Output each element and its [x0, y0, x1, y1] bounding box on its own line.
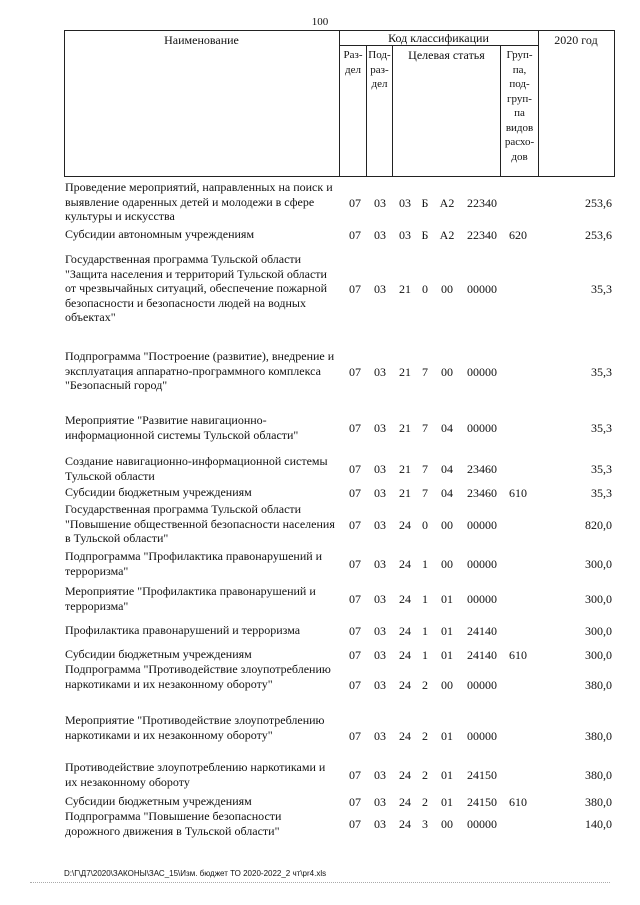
- row-sum: 300,0: [585, 648, 612, 662]
- row-prog: 24: [399, 768, 411, 783]
- row-sum: 300,0: [585, 557, 612, 572]
- row-mer: 00: [441, 517, 453, 532]
- row-podrazdel: 03: [374, 624, 386, 638]
- row-sum: 300,0: [585, 592, 612, 607]
- row-podrazdel: 03: [374, 677, 386, 692]
- row-razdel: 07: [349, 677, 361, 692]
- row-podrazdel: 03: [374, 517, 386, 532]
- row-dir: 00000: [467, 592, 497, 607]
- row-mer: 01: [441, 624, 453, 638]
- row-mer: 01: [441, 592, 453, 607]
- row-mer: 00: [441, 364, 453, 379]
- row-mer: А2: [439, 228, 455, 242]
- row-name: Государственная программа Тульской области "Повышение общественной безопасности населения в Тульской области": [65, 502, 335, 546]
- table-header: [0, 0, 640, 178]
- row-dir: 00000: [467, 517, 497, 532]
- row-sub: 7: [422, 421, 428, 436]
- row-prog: 24: [399, 677, 411, 692]
- row-sum: 300,0: [585, 624, 612, 638]
- row-prog: 24: [399, 592, 411, 607]
- row-name: Подпрограмма "Профилактика правонарушений и терроризма": [65, 549, 323, 578]
- row-podrazdel: 03: [374, 768, 386, 783]
- row-name: Подпрограмма "Построение (развитие), внедрение и эксплуатация аппаратно-программного комплекса "Безопасный город": [65, 349, 335, 393]
- row-name: Субсидии бюджетным учреждениям: [65, 485, 252, 499]
- row-prog: 24: [399, 624, 411, 638]
- row-razdel: 07: [349, 592, 361, 607]
- row-sum: 380,0: [585, 795, 612, 809]
- page-number: 100: [311, 16, 329, 28]
- row-sub: 0: [422, 282, 428, 297]
- row-prog: 24: [399, 817, 411, 832]
- row-dir: 00000: [467, 421, 497, 436]
- row-sub: 2: [422, 728, 428, 743]
- row-prog: 24: [399, 557, 411, 572]
- row-dir: 00000: [467, 677, 497, 692]
- header-year: 2020 год: [554, 33, 598, 47]
- row-razdel: 07: [349, 768, 361, 783]
- row-sum: 35,3: [591, 282, 612, 297]
- file-path: D:\Г\Д7\2020\ЗАКОНЫ\ЗАС_15\Изм. бюджет ТО 2020-2022_2 чт\рr4.xls: [64, 869, 327, 878]
- row-dir: 22340: [467, 195, 497, 210]
- row-name: Профилактика правонарушений и терроризма: [65, 623, 301, 637]
- row-sub: 7: [422, 364, 428, 379]
- row-podrazdel: 03: [374, 364, 386, 379]
- row-sub: 2: [422, 677, 428, 692]
- bottom-divider: [30, 882, 610, 883]
- row-sub: 2: [422, 795, 428, 809]
- row-sub: Б: [421, 228, 429, 242]
- row-sub: Б: [421, 195, 429, 210]
- row-sub: 7: [422, 486, 428, 500]
- row-mer: А2: [439, 195, 455, 210]
- row-dir: 24150: [467, 768, 497, 783]
- row-name: Создание навигационно-информационной системы Тульской области: [65, 454, 328, 483]
- row-sub: 1: [422, 557, 428, 572]
- row-sub: 1: [422, 592, 428, 607]
- row-mer: 04: [441, 486, 453, 500]
- row-dir: 00000: [467, 364, 497, 379]
- row-razdel: 07: [349, 421, 361, 436]
- row-razdel: 07: [349, 282, 361, 297]
- header-name: Наименование: [164, 33, 239, 47]
- row-sum: 380,0: [585, 728, 612, 743]
- row-sub: 7: [422, 462, 428, 477]
- row-sum: 35,3: [591, 421, 612, 436]
- row-razdel: 07: [349, 517, 361, 532]
- row-sum: 380,0: [585, 677, 612, 692]
- row-name: Субсидии бюджетным учреждениям: [65, 794, 252, 808]
- row-podrazdel: 03: [374, 228, 386, 242]
- header-code: Код классификации: [388, 31, 489, 45]
- row-dir: 24140: [467, 624, 497, 638]
- row-dir: 24140: [467, 648, 497, 662]
- row-sub: 1: [422, 624, 428, 638]
- row-sub: 3: [422, 817, 428, 832]
- row-mer: 00: [441, 282, 453, 297]
- header-target: Целевая статья: [408, 48, 485, 62]
- row-dir: 22340: [467, 228, 497, 242]
- row-mer: 01: [441, 795, 453, 809]
- row-razdel: 07: [349, 817, 361, 832]
- row-sum: 35,3: [591, 364, 612, 379]
- row-sum: 380,0: [585, 768, 612, 783]
- row-razdel: 07: [349, 364, 361, 379]
- row-prog: 24: [399, 728, 411, 743]
- row-sum: 35,3: [591, 462, 612, 477]
- row-name: Мероприятие "Профилактика правонарушений и терроризма": [65, 584, 316, 613]
- row-dir: 00000: [467, 282, 497, 297]
- row-name: Подпрограмма "Противодействие злоупотреблению наркотиками и их незаконному обороту": [65, 662, 331, 691]
- row-name: Подпрограмма "Повышение безопасности дорожного движения в Тульской области": [65, 809, 282, 838]
- row-name: Субсидии бюджетным учреждениям: [65, 647, 252, 661]
- row-mer: 00: [441, 677, 453, 692]
- row-dir: 23460: [467, 486, 497, 500]
- row-mer: 01: [441, 648, 453, 662]
- row-vid: 610: [509, 648, 527, 662]
- row-podrazdel: 03: [374, 195, 386, 210]
- row-name: Мероприятие "Развитие навигационно-информационной системы Тульской области": [65, 413, 299, 442]
- row-mer: 00: [441, 557, 453, 572]
- row-sum: 253,6: [585, 228, 612, 242]
- row-podrazdel: 03: [374, 557, 386, 572]
- row-mer: 00: [441, 817, 453, 832]
- header-podrazdel: Под- раз- дел: [368, 49, 391, 90]
- row-razdel: 07: [349, 462, 361, 477]
- row-vid: 610: [509, 486, 527, 500]
- row-name: Мероприятие "Противодействие злоупотреблению наркотиками и их незаконному обороту": [65, 713, 325, 742]
- row-podrazdel: 03: [374, 795, 386, 809]
- row-podrazdel: 03: [374, 462, 386, 477]
- row-sub: 2: [422, 768, 428, 783]
- row-name: Государственная программа Тульской области "Защита населения и территорий Тульской области от чрезвычайных ситуаций, обеспечение пожарной безопасности и безопасности людей на водных объектах": [65, 252, 328, 325]
- row-dir: 23460: [467, 462, 497, 477]
- row-vid: 610: [509, 795, 527, 809]
- row-sub: 0: [422, 517, 428, 532]
- row-prog: 24: [399, 648, 411, 662]
- row-sum: 820,0: [585, 517, 612, 532]
- row-razdel: 07: [349, 795, 361, 809]
- row-podrazdel: 03: [374, 728, 386, 743]
- row-dir: 00000: [467, 817, 497, 832]
- header-razdel: Раз- дел: [343, 49, 363, 76]
- row-name: Субсидии автономным учреждениям: [65, 227, 255, 241]
- row-mer: 04: [441, 421, 453, 436]
- row-podrazdel: 03: [374, 486, 386, 500]
- row-prog: 21: [399, 282, 411, 297]
- row-prog: 21: [399, 364, 411, 379]
- row-vid: 620: [509, 228, 527, 242]
- row-razdel: 07: [349, 624, 361, 638]
- row-razdel: 07: [349, 228, 361, 242]
- row-podrazdel: 03: [374, 817, 386, 832]
- row-podrazdel: 03: [374, 592, 386, 607]
- row-razdel: 07: [349, 195, 361, 210]
- row-razdel: 07: [349, 486, 361, 500]
- row-dir: 00000: [467, 728, 497, 743]
- row-dir: 00000: [467, 557, 497, 572]
- row-prog: 21: [399, 486, 411, 500]
- row-podrazdel: 03: [374, 421, 386, 436]
- row-dir: 24150: [467, 795, 497, 809]
- row-prog: 21: [399, 462, 411, 477]
- row-podrazdel: 03: [374, 648, 386, 662]
- row-prog: 03: [399, 228, 411, 242]
- header-group: Груп- па, под- груп- па видов расхо- дов: [504, 49, 535, 163]
- row-prog: 21: [399, 421, 411, 436]
- row-prog: 24: [399, 795, 411, 809]
- row-razdel: 07: [349, 728, 361, 743]
- row-sum: 140,0: [585, 817, 612, 832]
- row-prog: 24: [399, 517, 411, 532]
- row-mer: 01: [441, 768, 453, 783]
- row-sum: 253,6: [585, 195, 612, 210]
- row-razdel: 07: [349, 557, 361, 572]
- row-prog: 03: [399, 195, 411, 210]
- row-sub: 1: [422, 648, 428, 662]
- row-podrazdel: 03: [374, 282, 386, 297]
- row-name: Проведение мероприятий, направленных на поиск и выявление одаренных детей и молодежи в сфере культуры и искусства: [65, 180, 333, 224]
- row-mer: 01: [441, 728, 453, 743]
- row-sum: 35,3: [591, 486, 612, 500]
- row-name: Противодействие злоупотреблению наркотиками и их незаконному обороту: [65, 760, 326, 789]
- row-mer: 04: [441, 462, 453, 477]
- row-razdel: 07: [349, 648, 361, 662]
